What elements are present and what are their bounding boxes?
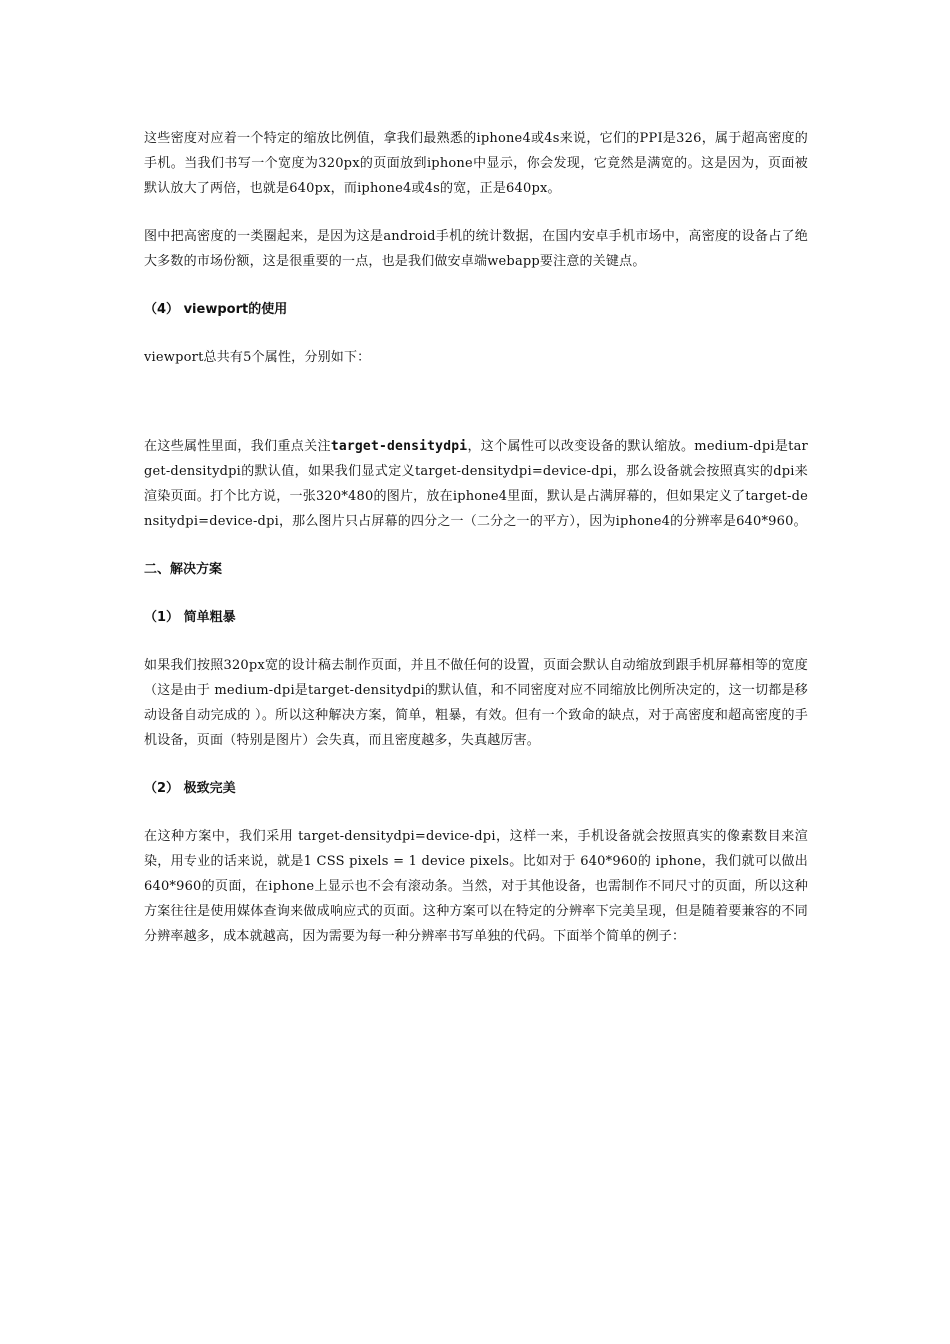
heading-viewport-usage: （4） viewport的使用 xyxy=(144,302,288,317)
heading-solutions: 二、解决方案 xyxy=(144,562,223,577)
paragraph-text: 在这些属性里面，我们重点关注 xyxy=(144,439,331,454)
paragraph-android-density: 图中把高密度的一类圈起来，是因为这是android手机的统计数据，在国内安卓手机市场中，高密度的设备占了绝大多数的市场份额，这是很重要的一点，也是我们做安卓端webapp要注意的关键点。 xyxy=(144,229,808,269)
document-body xyxy=(144,126,808,972)
paragraph-simple-approach: 如果我们按照320px宽的设计稿去制作页面，并且不做任何的设置，页面会默认自动缩放到跟手机屏幕相等的宽度（这是由于 medium-dpi是target-densitydpi的默认值，和不同密度对应不同缩放比例所决定的，这一切都是移动设备自动完成的 ）。所以这种解决方案，简单，粗暴，有效。但有一个致命的缺点，对于高密度和超高密度的手机设备，页面（特别是图片）会失真，而且密度越多，失真越厉害。 xyxy=(144,658,808,748)
paragraph-viewport-attributes: viewport总共有5个属性，分别如下： xyxy=(144,350,371,365)
bold-keyword: target-densitydpi xyxy=(330,439,468,454)
paragraph-text: ，这个属性可以改变设备的默认缩放。medium-dpi是target-densitydpi的默认值，如果我们显式定义target-densitydpi=device-dpi，那么设备就会按照真实的dpi来渲染页面。打个比方说，一张320*480的图片，放在iphone4里面，默认是占满屏幕的，但如果定义了target-densitydpi=device-dpi，那么图片只占屏幕的四分之一（二分之一的平方），因为iphone4的分辨率是640*960。 xyxy=(144,439,808,529)
paragraph-perfect-approach: 在这种方案中，我们采用 target-densitydpi=device-dpi，这样一来，手机设备就会按照真实的像素数目来渲染，用专业的话来说，就是1 CSS pixels = 1 device pixels。比如对于 640*960的 iphone，我们就可以做出 640*960的页面，在iphone上显示也不会有滚动条。当然，对于其他设备，也需制作不同尺寸的页面，所以这种方案往往是使用媒体查询来做成响应式的页面。这种方案可以在特定的分辨率下完美呈现，但是随着要兼容的不同分辨率越多，成本就越高，因为需要为每一种分辨率书写单独的代码。下面举个简单的例子： xyxy=(144,829,808,944)
blank-space xyxy=(144,393,808,434)
paragraph-density-scaling: 这些密度对应着一个特定的缩放比例值，拿我们最熟悉的iphone4或4s来说，它们的PPI是326，属于超高密度的手机。当我们书写一个宽度为320px的页面放到iphone中显示，你会发现，它竟然是满宽的。这是因为，页面被默认放大了两倍，也就是640px，而iphone4或4s的宽，正是640px。 xyxy=(144,131,808,196)
heading-simple-approach: （1） 简单粗暴 xyxy=(144,610,236,625)
paragraph-target-densitydpi xyxy=(144,434,808,534)
heading-perfect-approach: （2） 极致完美 xyxy=(144,781,236,796)
